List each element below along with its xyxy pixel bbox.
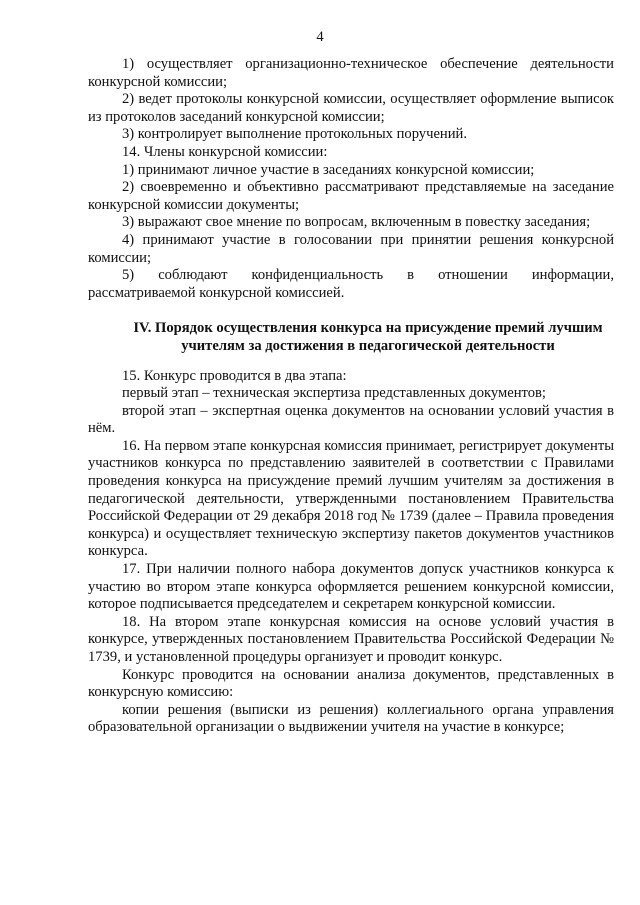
section-heading: IV. Порядок осуществления конкурса на присуждение премий лучшим учителям за достижения в педагогической деятельности (133, 320, 603, 354)
paragraph: копии решения (выписки из решения) коллегиального органа управления образовательной организации о выдвижении учителя на участие в конкурсе; (88, 701, 614, 736)
paragraph: 17. При наличии полного набора документов допуск участников конкурса к участию во втором этапе конкурса оформляется решением конкурсной комиссии, которое подписывается председателем и секретарем конкурсной комиссии. (88, 561, 614, 613)
paragraph: 14. Члены конкурсной комиссии: (122, 143, 328, 160)
paragraph: Конкурс проводится на основании анализа документов, представленных в конкурсную комиссию: (88, 666, 614, 701)
paragraph: 2) ведет протоколы конкурсной комиссии, осуществляет оформление выписок из протоколов заседаний конкурсной комиссии; (88, 91, 614, 125)
paragraph: второй этап – экспертная оценка документов на основании условий участия в нём. (88, 402, 614, 437)
paragraph: 18. На втором этапе конкурсная комиссия на основе условий участия в конкурсе, утвержденных постановлением Правительства Российской Федерации № 1739, и установленной процедуры организует и проводит конкурс. (88, 613, 614, 665)
page-content (88, 56, 614, 737)
paragraph: 5) соблюдают конфиденциальность в отношении информации, рассматриваемой конкурсной комиссией. (88, 267, 614, 301)
paragraph: 1) принимают личное участие в заседаниях конкурсной комиссии; (122, 161, 535, 178)
paragraph: 3) выражают свое мнение по вопросам, включенным в повестку заседания; (122, 214, 591, 231)
page-number: 4 (316, 29, 324, 45)
paragraph: 3) контролирует выполнение протокольных поручений. (122, 126, 467, 143)
paragraph: 15. Конкурс проводится в два этапа: (122, 367, 347, 384)
paragraph: 2) своевременно и объективно рассматривают представляемые на заседание конкурсной комиссии документы; (88, 179, 614, 213)
paragraph: 1) осуществляет организационно-техническое обеспечение деятельности конкурсной комиссии; (88, 56, 614, 90)
paragraph: 16. На первом этапе конкурсная комиссия принимает, регистрирует документы участников конкурса по представлению заявителей в соответствии с Правилами проведения конкурса на присуждение премий лучшим учителям за достижения в педагогической деятельности, утвержденными постановлением Правительства Российской Федерации от 29 декабря 2018 год № 1739 (далее – Правила проведения конкурса) и осуществляет техническую экспертизу пакетов документов участников конкурса. (88, 437, 614, 560)
paragraph: 4) принимают участие в голосовании при принятии решения конкурсной комиссии; (88, 231, 614, 266)
paragraph: первый этап – техническая экспертиза представленных документов; (122, 385, 546, 402)
